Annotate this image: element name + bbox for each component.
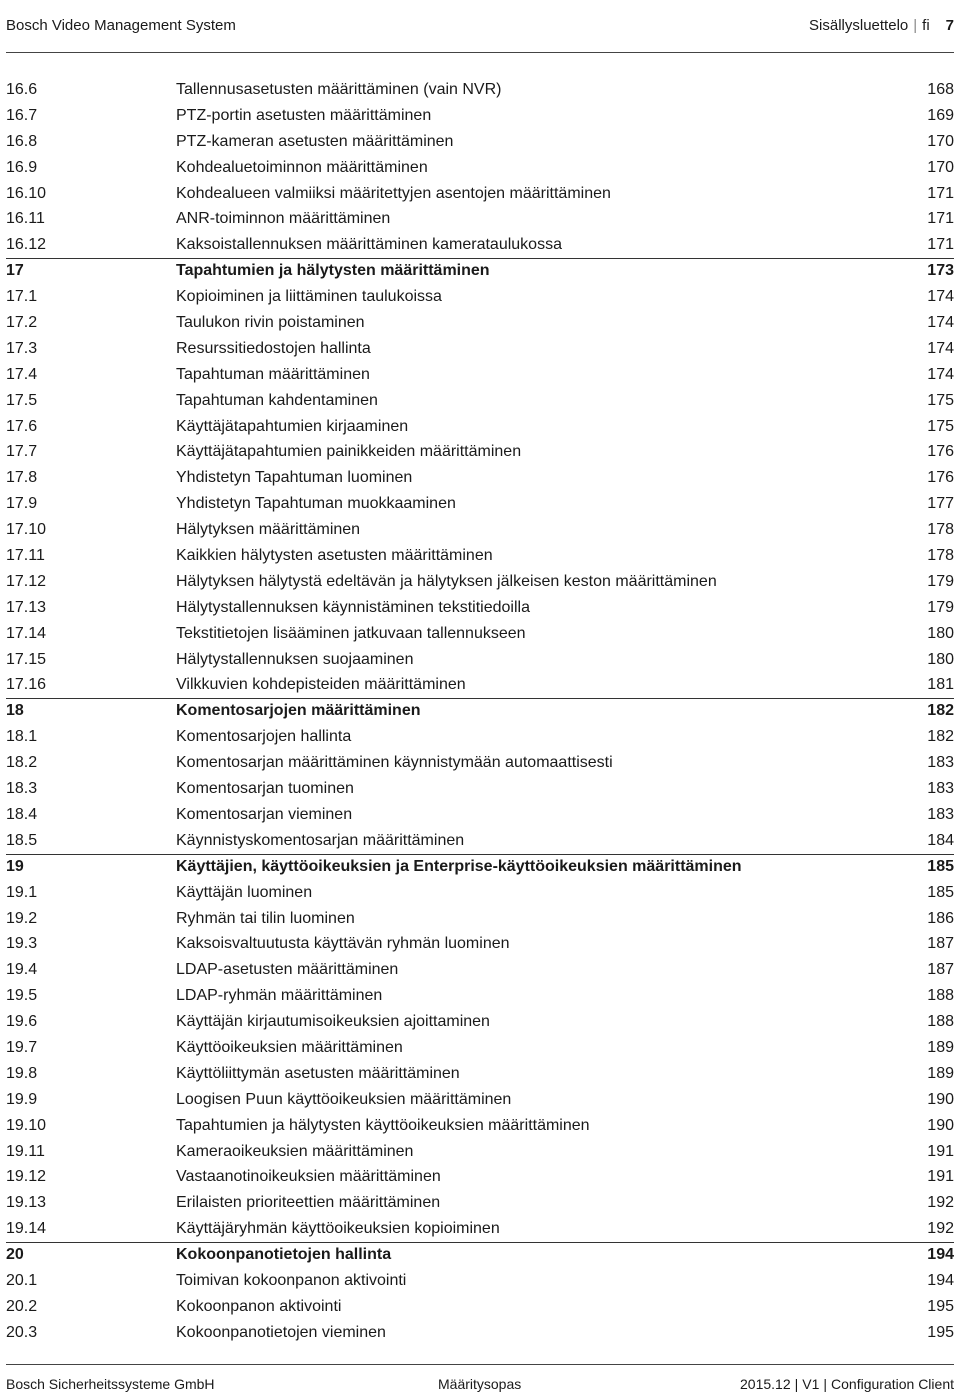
toc-entry-page: 169 — [927, 106, 954, 124]
toc-entry-title: Taulukon rivin poistaminen — [176, 314, 365, 332]
header-separator: | — [913, 17, 918, 34]
toc-entry-page: 174 — [927, 288, 954, 306]
toc-entry[interactable] — [6, 77, 954, 103]
toc-entry-number: 17.8 — [6, 469, 38, 487]
toc-entry-title: Komentosarjan vieminen — [176, 805, 353, 823]
toc-entry-page: 171 — [927, 184, 954, 202]
toc-entry[interactable] — [6, 931, 954, 957]
toc-entry-title: Erilaisten prioriteettien määrittäminen — [176, 1194, 441, 1212]
toc-entry-title: Ryhmän tai tilin luominen — [176, 909, 355, 927]
toc-entry-page: 178 — [927, 547, 954, 565]
toc-entry-page: 188 — [927, 987, 954, 1005]
toc-entry-title: Hälytyksen hälytystä edeltävän ja hälytyksen jälkeisen keston määrittäminen — [176, 572, 717, 590]
toc-entry-title: Tallennusasetusten määrittäminen (vain NVR) — [176, 81, 502, 98]
toc-entry-page: 173 — [927, 262, 954, 280]
toc-entry-title: Kopioiminen ja liittäminen taulukoissa — [176, 288, 442, 306]
toc-entry-number: 19.10 — [6, 1116, 47, 1134]
toc-entry-title: Tekstitietojen lisääminen jatkuvaan tallennukseen — [176, 624, 526, 642]
toc-entry-page: 191 — [927, 1168, 954, 1186]
footer-separator: | — [823, 1376, 828, 1392]
toc-entry-number: 17.7 — [6, 443, 38, 461]
toc-entry-page: 170 — [927, 132, 954, 150]
toc-entry-title: Komentosarjojen hallinta — [176, 728, 352, 746]
toc-entry-number: 16.10 — [6, 184, 47, 202]
toc-entry-page: 190 — [927, 1116, 954, 1134]
toc-entry-page: 183 — [927, 754, 954, 772]
toc-entry-title: PTZ-kameran asetusten määrittäminen — [176, 132, 454, 150]
toc-entry-number: 17 — [6, 262, 24, 280]
toc-entry-title: Vastaanotinoikeuksien määrittäminen — [176, 1168, 441, 1186]
toc-entry-number: 19.5 — [6, 987, 38, 1005]
toc-entry-title: LDAP-ryhmän määrittäminen — [176, 987, 383, 1005]
toc-entry-title: Käyttöliittymän asetusten määrittäminen — [176, 1064, 460, 1082]
toc-entry-title: PTZ-portin asetusten määrittäminen — [176, 106, 432, 124]
table-of-contents — [6, 77, 954, 1346]
toc-entry-number: 17.2 — [6, 314, 38, 332]
toc-entry-page: 191 — [927, 1142, 954, 1160]
toc-entry-page: 195 — [927, 1297, 954, 1315]
toc-entry-number: 17.4 — [6, 365, 38, 383]
toc-entry-page: 182 — [927, 702, 954, 720]
toc-entry[interactable] — [6, 155, 954, 181]
toc-entry-page: 183 — [927, 780, 954, 798]
toc-entry[interactable] — [6, 1190, 954, 1216]
toc-entry[interactable] — [6, 776, 954, 802]
toc-entry-title: Komentosarjan määrittäminen käynnistymään automaattisesti — [176, 754, 613, 772]
toc-entry[interactable] — [6, 206, 954, 232]
toc-entry-title: Käyttäjätapahtumien kirjaaminen — [176, 417, 409, 435]
toc-entry-title: Kaikkien hälytysten asetusten määrittäminen — [176, 547, 493, 565]
toc-entry-number: 17.10 — [6, 521, 47, 539]
toc-entry-title: Käyttäjätapahtumien painikkeiden määrittäminen — [176, 443, 522, 461]
toc-entry-number: 19.3 — [6, 935, 38, 953]
toc-entry-title: Tapahtumien ja hälytysten määrittäminen — [176, 262, 490, 280]
toc-entry[interactable] — [6, 1268, 954, 1294]
toc-entry-number: 16.9 — [6, 158, 38, 176]
toc-entry-number: 17.6 — [6, 417, 38, 435]
toc-entry-number: 17.5 — [6, 391, 38, 409]
toc-entry-title: Yhdistetyn Tapahtuman muokkaaminen — [176, 495, 456, 513]
toc-entry-number: 17.12 — [6, 572, 47, 590]
toc-entry-title: Tapahtumien ja hälytysten käyttöoikeuksien määrittäminen — [176, 1116, 590, 1134]
toc-entry[interactable] — [6, 906, 954, 932]
toc-entry-page: 190 — [927, 1090, 954, 1108]
toc-entry-number: 19.11 — [6, 1142, 45, 1160]
toc-entry-number: 18 — [6, 702, 24, 720]
toc-entry-number: 17.13 — [6, 598, 47, 616]
toc-entry-title: Käynnistyskomentosarjan määrittäminen — [176, 831, 465, 849]
toc-entry-number: 19.8 — [6, 1064, 38, 1082]
toc-entry-number: 18.1 — [6, 728, 38, 746]
toc-entry[interactable] — [6, 543, 954, 569]
toc-entry-title: Loogisen Puun käyttöoikeuksien määrittäminen — [176, 1090, 512, 1108]
toc-entry-title: Kokoonpanotietojen hallinta — [176, 1246, 392, 1264]
toc-entry[interactable] — [6, 569, 954, 595]
toc-entry-page: 184 — [927, 831, 954, 849]
toc-entry[interactable] — [6, 388, 954, 414]
toc-entry[interactable] — [6, 1009, 954, 1035]
toc-entry-number: 19.7 — [6, 1038, 38, 1056]
toc-entry-number: 16.7 — [6, 106, 38, 124]
toc-entry-title: Toimivan kokoonpanon aktivointi — [176, 1271, 407, 1289]
toc-entry[interactable] — [6, 1035, 954, 1061]
toc-entry-number: 17.11 — [6, 547, 45, 565]
toc-entry-number: 18.4 — [6, 805, 38, 823]
toc-entry-number: 20.2 — [6, 1297, 38, 1315]
toc-entry-number: 18.2 — [6, 754, 38, 772]
toc-chapter-entry[interactable] — [6, 854, 954, 880]
toc-entry-page: 168 — [927, 81, 954, 98]
toc-entry-page: 181 — [927, 676, 954, 694]
footer-company: Bosch Sicherheitssysteme GmbH — [6, 1376, 215, 1392]
toc-entry-title: Kameraoikeuksien määrittäminen — [176, 1142, 414, 1160]
toc-entry-page: 171 — [927, 210, 954, 228]
toc-entry-page: 189 — [927, 1064, 954, 1082]
toc-entry[interactable] — [6, 1087, 954, 1113]
footer-version: V1 — [802, 1376, 820, 1392]
toc-entry[interactable] — [6, 595, 954, 621]
toc-entry-page: 192 — [927, 1220, 954, 1238]
toc-entry-page: 192 — [927, 1194, 954, 1212]
toc-entry-title: Kaksoisvaltuutusta käyttävän ryhmän luominen — [176, 935, 510, 953]
toc-entry[interactable] — [6, 672, 954, 698]
toc-entry-page: 179 — [927, 572, 954, 590]
toc-entry-number: 17.16 — [6, 676, 47, 694]
toc-entry-page: 177 — [927, 495, 954, 513]
toc-entry-title: Hälytystallennuksen käynnistäminen tekstitiedoilla — [176, 598, 530, 616]
toc-entry[interactable] — [6, 828, 954, 854]
toc-entry-number: 16.11 — [6, 210, 45, 228]
toc-entry-page: 187 — [927, 935, 954, 953]
toc-entry-page: 178 — [927, 521, 954, 539]
toc-entry[interactable] — [6, 1164, 954, 1190]
toc-entry[interactable] — [6, 232, 954, 258]
toc-entry-page: 187 — [927, 961, 954, 979]
toc-entry-page: 174 — [927, 365, 954, 383]
toc-entry[interactable] — [6, 336, 954, 362]
toc-entry-number: 17.15 — [6, 650, 47, 668]
header-right — [809, 17, 954, 34]
toc-entry-number: 18.5 — [6, 831, 38, 849]
toc-entry[interactable] — [6, 802, 954, 828]
toc-entry-title: Vilkkuvien kohdepisteiden määrittäminen — [176, 676, 466, 694]
toc-entry-number: 16.6 — [6, 81, 38, 98]
footer-right — [740, 1376, 954, 1392]
toc-entry[interactable] — [6, 310, 954, 336]
toc-entry[interactable] — [6, 983, 954, 1009]
toc-entry-title: Tapahtuman määrittäminen — [176, 365, 370, 383]
toc-entry-title: Kohdealueen valmiiksi määritettyjen asentojen määrittäminen — [176, 184, 611, 202]
toc-entry[interactable] — [6, 103, 954, 129]
toc-entry[interactable] — [6, 1113, 954, 1139]
toc-entry-title: Käyttäjien, käyttöoikeuksien ja Enterprise-käyttöoikeuksien määrittäminen — [176, 857, 742, 875]
footer-doc-type: Määritysopas — [438, 1376, 522, 1392]
footer-divider — [6, 1364, 954, 1365]
toc-entry-page: 176 — [927, 443, 954, 461]
toc-entry[interactable] — [6, 129, 954, 155]
toc-entry-page: 186 — [927, 909, 954, 927]
toc-entry[interactable] — [6, 284, 954, 310]
toc-entry-number: 17.9 — [6, 495, 38, 513]
toc-entry-title: Kokoonpanotietojen vieminen — [176, 1323, 386, 1341]
toc-entry-number: 19.9 — [6, 1090, 38, 1108]
toc-entry-number: 18.3 — [6, 780, 38, 798]
toc-entry-title: Komentosarjan tuominen — [176, 780, 354, 798]
toc-entry-page: 174 — [927, 339, 954, 357]
toc-entry-number: 17.14 — [6, 624, 47, 642]
toc-entry[interactable] — [6, 1294, 954, 1320]
toc-entry-title: Käyttäjän kirjautumisoikeuksien ajoittaminen — [176, 1013, 490, 1031]
toc-entry-page: 185 — [927, 883, 954, 901]
header-section: Sisällysluettelo — [809, 17, 909, 34]
toc-entry-page: 183 — [927, 805, 954, 823]
toc-entry-page: 171 — [927, 236, 954, 254]
toc-entry-title: ANR-toiminnon määrittäminen — [176, 210, 391, 228]
toc-entry-page: 175 — [927, 417, 954, 435]
toc-chapter-entry[interactable] — [6, 1242, 954, 1268]
toc-entry-page: 182 — [927, 728, 954, 746]
footer-date: 2015.12 — [740, 1376, 791, 1392]
toc-entry-number: 19.14 — [6, 1220, 47, 1238]
toc-entry-title: Komentosarjojen määrittäminen — [176, 702, 421, 720]
toc-entry-title: Tapahtuman kahdentaminen — [176, 391, 378, 409]
toc-entry[interactable] — [6, 1320, 954, 1346]
toc-entry[interactable] — [6, 439, 954, 465]
toc-entry-title: Käyttäjäryhmän käyttöoikeuksien kopioiminen — [176, 1220, 500, 1238]
toc-entry-page: 180 — [927, 650, 954, 668]
toc-entry[interactable] — [6, 181, 954, 207]
footer-separator: | — [794, 1376, 799, 1392]
toc-entry-title: Hälytyksen määrittäminen — [176, 521, 361, 539]
toc-chapter-entry[interactable] — [6, 698, 954, 724]
toc-chapter-entry[interactable] — [6, 258, 954, 284]
toc-entry-title: Käyttäjän luominen — [176, 883, 313, 901]
toc-entry-number: 19 — [6, 857, 24, 875]
toc-entry-title: Hälytystallennuksen suojaaminen — [176, 650, 414, 668]
toc-entry-title: Kokoonpanon aktivointi — [176, 1297, 342, 1315]
toc-entry-title: LDAP-asetusten määrittäminen — [176, 961, 399, 979]
toc-entry-page: 189 — [927, 1038, 954, 1056]
toc-entry[interactable] — [6, 957, 954, 983]
header-page-number: 7 — [945, 17, 954, 34]
toc-entry-number: 17.3 — [6, 339, 38, 357]
toc-entry-page: 194 — [927, 1271, 954, 1289]
toc-entry[interactable] — [6, 1139, 954, 1165]
toc-entry-number: 16.8 — [6, 132, 38, 150]
toc-entry-number: 17.1 — [6, 288, 38, 306]
toc-entry[interactable] — [6, 1061, 954, 1087]
toc-entry-title: Käyttöoikeuksien määrittäminen — [176, 1038, 403, 1056]
footer-product: Configuration Client — [831, 1376, 954, 1392]
toc-entry-number: 20.3 — [6, 1323, 38, 1341]
toc-entry[interactable] — [6, 724, 954, 750]
toc-entry[interactable] — [6, 414, 954, 440]
toc-entry-page: 185 — [927, 857, 954, 875]
toc-entry-page: 170 — [927, 158, 954, 176]
toc-entry[interactable] — [6, 465, 954, 491]
toc-entry[interactable] — [6, 647, 954, 673]
toc-entry[interactable] — [6, 517, 954, 543]
toc-entry[interactable] — [6, 621, 954, 647]
toc-entry-page: 180 — [927, 624, 954, 642]
toc-entry-title: Kaksoistallennuksen määrittäminen kamerataulukossa — [176, 236, 562, 254]
toc-entry-number: 19.2 — [6, 909, 38, 927]
toc-entry-title: Kohdealuetoiminnon määrittäminen — [176, 158, 428, 176]
toc-entry-number: 19.12 — [6, 1168, 47, 1186]
toc-entry[interactable] — [6, 491, 954, 517]
toc-entry-page: 175 — [927, 391, 954, 409]
page-header — [6, 0, 954, 52]
toc-entry-number: 19.6 — [6, 1013, 38, 1031]
toc-entry-number: 19.1 — [6, 883, 38, 901]
toc-entry-page: 195 — [927, 1323, 954, 1341]
toc-entry-page: 176 — [927, 469, 954, 487]
toc-entry-title: Yhdistetyn Tapahtuman luominen — [176, 469, 413, 487]
header-app-title: Bosch Video Management System — [6, 17, 236, 34]
toc-entry[interactable] — [6, 750, 954, 776]
toc-entry-number: 19.13 — [6, 1194, 47, 1212]
toc-entry-page: 194 — [927, 1246, 954, 1264]
toc-entry-number: 20.1 — [6, 1271, 38, 1289]
header-lang: fi — [922, 17, 930, 34]
toc-entry[interactable] — [6, 362, 954, 388]
toc-entry-page: 174 — [927, 314, 954, 332]
toc-entry-title: Resurssitiedostojen hallinta — [176, 339, 371, 357]
toc-entry[interactable] — [6, 1216, 954, 1242]
toc-entry[interactable] — [6, 880, 954, 906]
toc-entry-page: 179 — [927, 598, 954, 616]
toc-entry-page: 188 — [927, 1013, 954, 1031]
toc-entry-number: 20 — [6, 1246, 24, 1264]
toc-entry-number: 19.4 — [6, 961, 38, 979]
header-divider — [6, 52, 954, 53]
toc-entry-number: 16.12 — [6, 236, 47, 254]
